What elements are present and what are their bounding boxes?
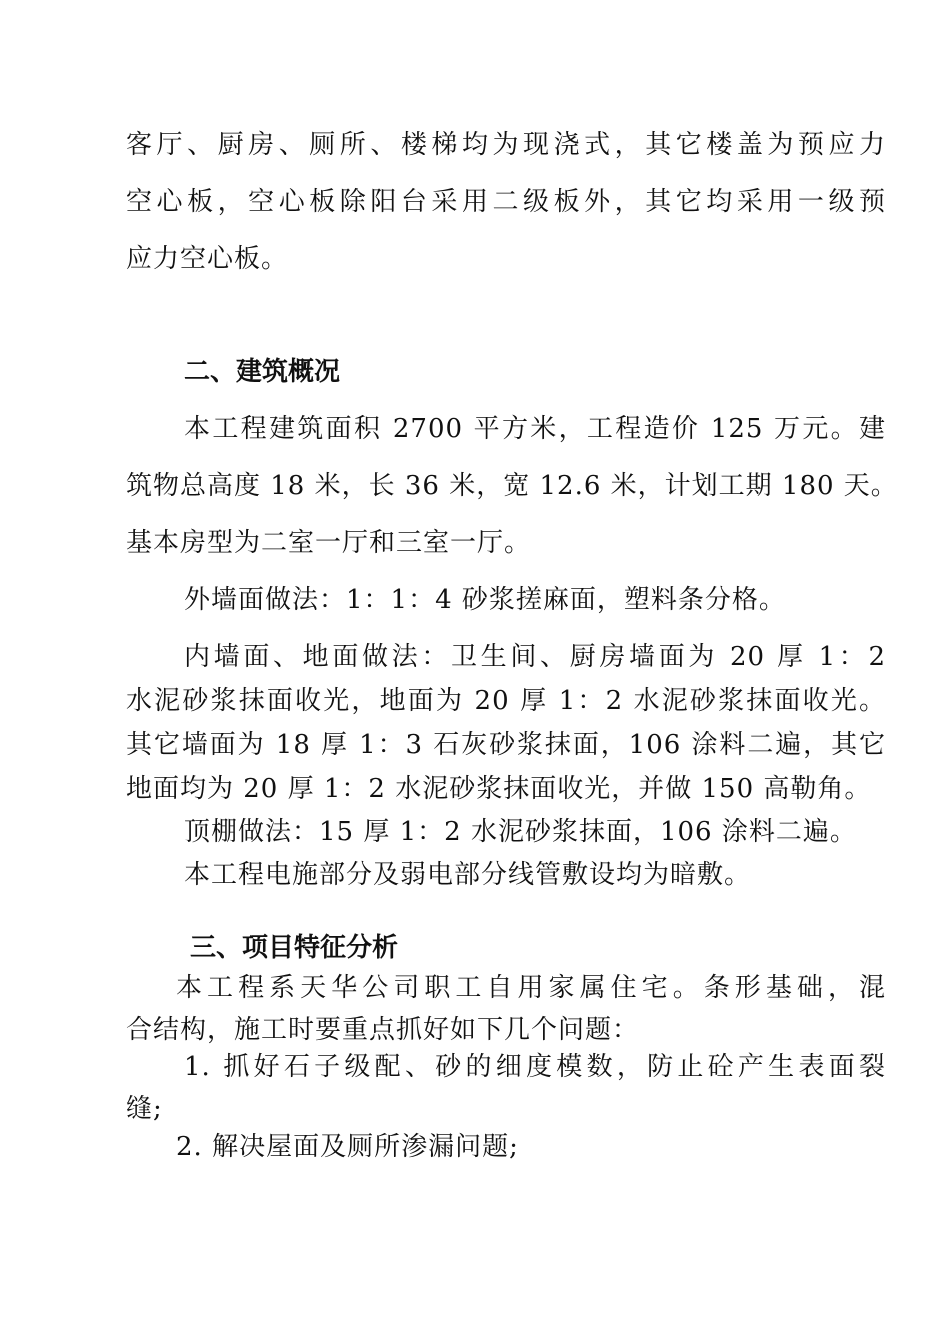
section-2-heading: 二、建筑概况 — [184, 357, 341, 387]
section-2-para-3-line-4: 地面均为 20 厚 1：2 水泥砂浆抹面收光，并做 150 高勒角。 — [126, 774, 872, 804]
section-2-para-1-line-2: 筑物总高度 18 米，长 36 米，宽 12.6 米，计划工期 180 天。 — [126, 471, 898, 501]
intro-line-2: 空心板，空心板除阳台采用二级板外，其它均采用一级预 — [126, 187, 886, 217]
section-3-para-1-line-1: 本工程系天华公司职工自用家属住宅。条形基础，混 — [176, 973, 886, 1003]
section-2-para-5: 本工程电施部分及弱电部分线管敷设均为暗敷。 — [184, 860, 752, 890]
intro-line-3: 应力空心板。 — [126, 244, 289, 274]
section-3-item-1-line-1: 1. 抓好石子级配、砂的细度模数，防止砼产生表面裂 — [184, 1052, 886, 1082]
section-2-para-3-line-1: 内墙面、地面做法：卫生间、厨房墙面为 20 厚 1：2 — [184, 642, 886, 672]
section-2-para-1-line-1: 本工程建筑面积 2700 平方米，工程造价 125 万元。建 — [184, 414, 886, 444]
section-3-para-1-line-2: 合结构，施工时要重点抓好如下几个问题： — [126, 1015, 640, 1045]
intro-line-1: 客厅、厨房、厕所、楼梯均为现浇式，其它楼盖为预应力 — [126, 130, 886, 160]
section-3-item-2: 2. 解决屋面及厕所渗漏问题; — [176, 1132, 519, 1162]
section-2-para-1-line-3: 基本房型为二室一厅和三室一厅。 — [126, 528, 532, 558]
section-2-para-4: 顶棚做法：15 厚 1：2 水泥砂浆抹面，106 涂料二遍。 — [184, 817, 857, 847]
section-2-para-3-line-3: 其它墙面为 18 厚 1：3 石灰砂浆抹面，106 涂料二遍，其它 — [126, 730, 886, 760]
section-2-para-3-line-2: 水泥砂浆抹面收光，地面为 20 厚 1：2 水泥砂浆抹面收光。 — [126, 686, 886, 716]
section-3-heading: 三、项目特征分析 — [190, 933, 399, 963]
section-3-item-1-line-2: 缝; — [126, 1094, 163, 1124]
section-2-para-2: 外墙面做法：1：1：4 砂浆搓麻面，塑料条分格。 — [184, 585, 786, 615]
